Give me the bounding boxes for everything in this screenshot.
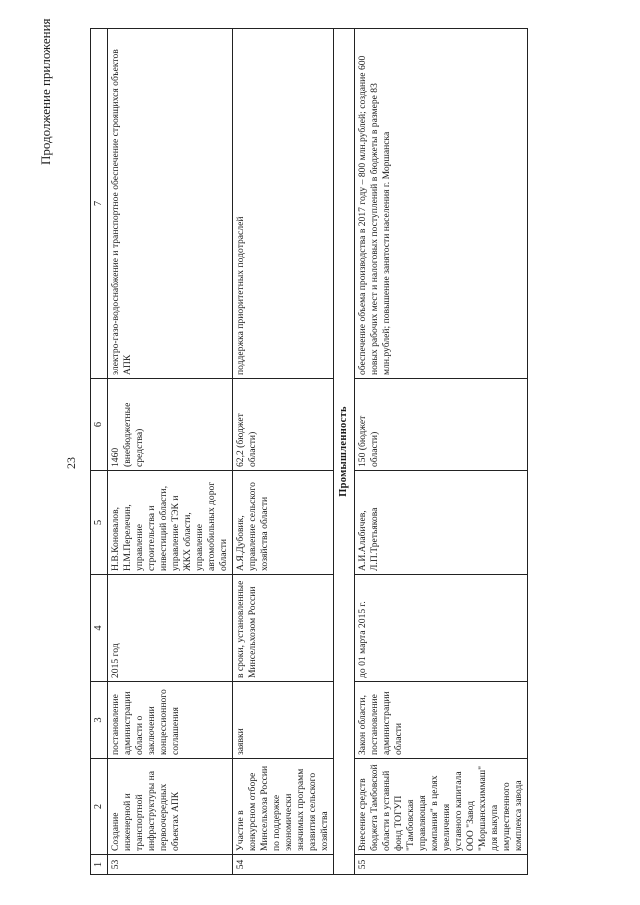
- column-header: 1: [91, 855, 108, 875]
- table-row: [108, 29, 233, 875]
- funding-cell: 150 (бюджет области): [354, 379, 527, 471]
- deadline-cell: в сроки, установленные Минсельхозом России: [232, 575, 333, 682]
- column-header: 3: [91, 682, 108, 759]
- funding-cell: 62,2 (бюджет области): [232, 379, 333, 471]
- deadline-cell: до 01 марта 2015 г.: [354, 575, 527, 682]
- table-row: [232, 29, 333, 875]
- column-header: 7: [91, 29, 108, 379]
- row-number: 54: [232, 855, 333, 875]
- page-number: 23: [64, 457, 78, 469]
- column-header: 6: [91, 379, 108, 471]
- result-cell: электро-газо-водоснабжение и транспортное обеспечение строящихся объектов АПК: [108, 29, 233, 379]
- responsible-cell: А.И.Алабичев, Л.П.Третьякова: [354, 471, 527, 575]
- responsible-cell: А.Я.Дубовик, управление сельского хозяйства области: [232, 471, 333, 575]
- responsible-cell: Н.В.Коновалов, Н.М.Перелечин, управление строительства и инвестиций области, управление ТЭК и ЖКХ области, управление автомобильных дорог области: [108, 471, 233, 575]
- measure-cell: Внесение средств бюджета Тамбовской области в уставный фонд ТОГУП "Тамбовская управляющая компания" в целях увеличения уставного капитала ООО "Завод "Моршанскхиммаш" для выкупа имущественного комплекса завода: [354, 759, 527, 855]
- row-number: 55: [354, 855, 527, 875]
- column-header: 4: [91, 575, 108, 682]
- document-cell: постановление администрации области о заключении концессионного соглашения: [108, 682, 233, 759]
- column-number-row: [91, 29, 108, 875]
- deadline-cell: 2015 год: [108, 575, 233, 682]
- measure-cell: Участие в конкурсном отборе Минсельхоза России по поддержке экономически значимых программ развития сельского хозяйства: [232, 759, 333, 855]
- document-cell: Закон области, постановление администрации области: [354, 682, 527, 759]
- measures-table: [90, 28, 528, 875]
- result-cell: поддержка приоритетных подотраслей: [232, 29, 333, 379]
- column-header: 2: [91, 759, 108, 855]
- funding-cell: 1460 (внебюджетные средства): [108, 379, 233, 471]
- section-row: [333, 29, 354, 875]
- document-cell: заявки: [232, 682, 333, 759]
- row-number: 53: [108, 855, 233, 875]
- table-row: [354, 29, 527, 875]
- section-title: Промышленность: [333, 29, 354, 875]
- column-header: 5: [91, 471, 108, 575]
- measure-cell: Создание инженерной и транспортной инфраструктуры на первоочередных объектах АПК: [108, 759, 233, 855]
- result-cell: обеспечение объема производства в 2017 году – 800 млн.рублей; создание 600 новых рабочих мест и налоговых поступлений в бюджеты в размере 83 млн.рублей; повышение занятости населения г. Моршанска: [354, 29, 527, 379]
- page-title: Продолжение приложения: [38, 18, 53, 165]
